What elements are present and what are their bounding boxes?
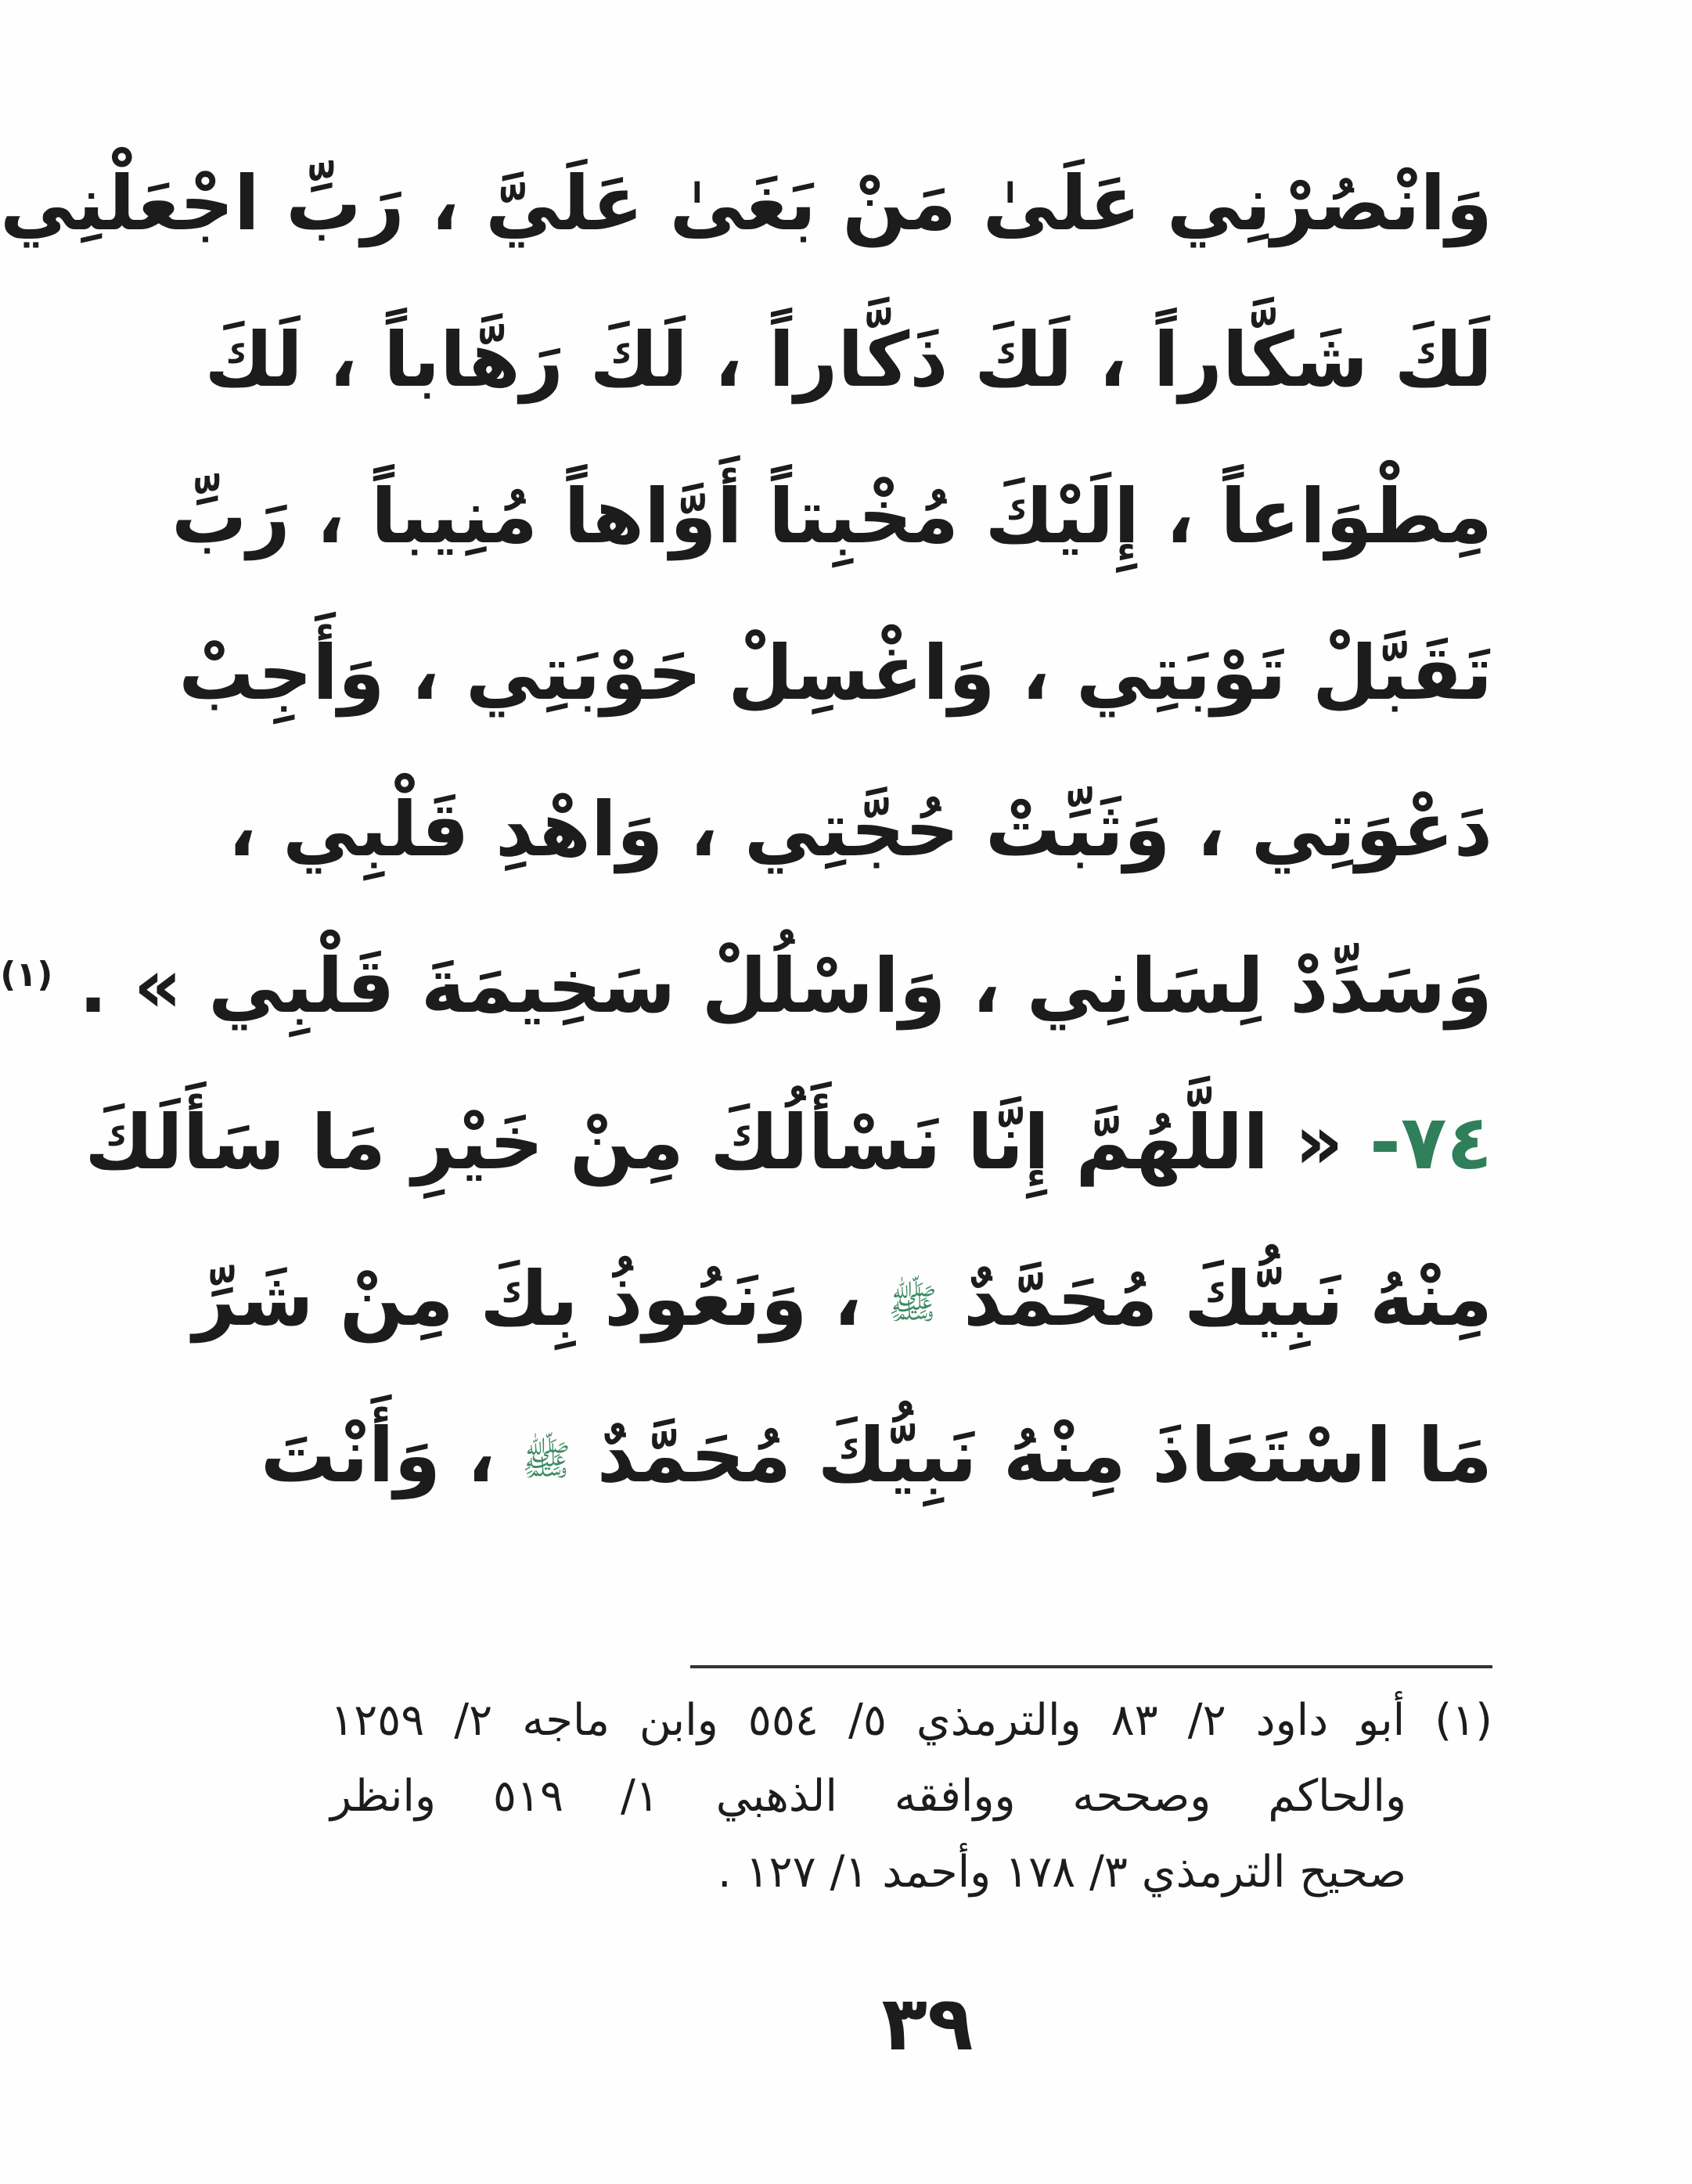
text-line-3-content: مِطْوَاعاً ، إِلَيْكَ مُخْبِتاً أَوَّاهاً مُنِيباً ، رَبِّ (171, 473, 1492, 560)
text-line-4-content: تَقَبَّلْ تَوْبَتِي ، وَاغْسِلْ حَوْبَتِي ، وَأَجِبْ (178, 629, 1492, 717)
footnote-line-3-content: صحيح الترمذي ٣/ ١٧٨ وأحمد ١/ ١٢٧ . (717, 1847, 1406, 1898)
page-number: ٣٩ (881, 1980, 974, 2067)
footnote-line-1-content: (١) أبو داود ٢/ ٨٣ والترمذي ٥/ ٥٥٤ وابن ماجه ٢/ ١٢٥٩ (330, 1695, 1492, 1746)
footnote-reference: (١) (0, 955, 53, 995)
text-line-5 (228, 751, 1492, 908)
footnote-line-3 (330, 1834, 1492, 1910)
text-line-9-content-b: ، وَأَنْتَ (260, 1412, 496, 1499)
item-number-74: ٧٤- (1369, 1099, 1492, 1186)
text-line-5-content: دَعْوَتِي ، وَثَبِّتْ حُجَّتِي ، وَاهْدِ قَلْبِي ، (228, 786, 1492, 873)
text-line-8 (193, 1221, 1492, 1377)
text-line-1 (0, 125, 1492, 282)
salawat-symbol: ﷺ (887, 1280, 938, 1328)
footnote-line-1 (330, 1682, 1492, 1758)
main-text (0, 125, 1492, 1534)
text-line-1-content: وَانْصُرْنِي عَلَىٰ مَنْ بَغَىٰ عَلَيَّ ، رَبِّ اجْعَلْنِي (0, 160, 1492, 247)
text-line-8-content-a: مِنْهُ نَبِيُّكَ مُحَمَّدٌ (963, 1255, 1492, 1343)
footnote-line-2 (330, 1758, 1492, 1834)
text-line-9 (260, 1377, 1492, 1534)
text-line-7-content: « اللَّهُمَّ إِنَّا نَسْأَلُكَ مِنْ خَيْرِ مَا سَأَلَكَ (85, 1099, 1344, 1186)
text-line-3 (171, 438, 1492, 595)
salawat-symbol: ﷺ (521, 1437, 571, 1484)
footnote-line-2-content: والحاكم وصححه ووافقه الذهبي ١/ ٥١٩ وانظر (330, 1771, 1406, 1822)
text-line-2-content: لَكَ شَكَّاراً ، لَكَ ذَكَّاراً ، لَكَ رَهَّاباً ، لَكَ (204, 316, 1492, 404)
text-line-8-content-b: ، وَنَعُوذُ بِكَ مِنْ شَرِّ (193, 1255, 862, 1343)
text-line-7 (85, 1064, 1492, 1221)
footnote-separator (690, 1665, 1492, 1668)
text-line-9-content-a: مَا اسْتَعَاذَ مِنْهُ نَبِيُّكَ مُحَمَّدٌ (596, 1412, 1492, 1499)
footnotes (330, 1682, 1492, 1910)
text-line-4 (178, 595, 1492, 751)
text-line-2 (204, 282, 1492, 438)
text-line-6 (0, 908, 1492, 1064)
text-line-6-content: وَسَدِّدْ لِسَانِي ، وَاسْلُلْ سَخِيمَةَ قَلْبِي » . (78, 942, 1492, 1030)
